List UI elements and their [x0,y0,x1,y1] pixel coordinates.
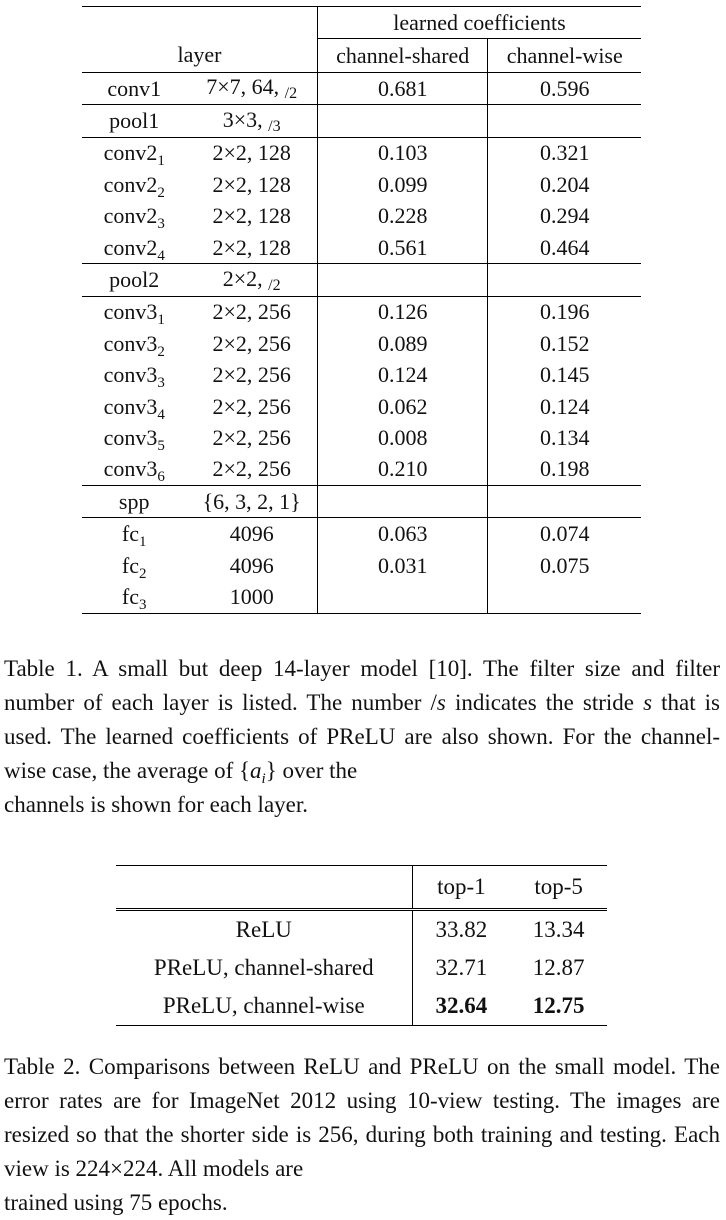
channel-wise-value: 0.596 [488,73,641,105]
table-row [82,391,641,422]
layer-name: $fc_1$ [82,518,186,550]
channel-shared-value: 0.008 [317,422,488,453]
top1-value: 33.82 [412,910,510,950]
channel-wise-value: 0.075 [488,550,641,581]
table-1-caption: Table 1. A small but deep 14-layer model [10]. The filter size and filter number of each layer is listed. The number /s indicates the stride s that is used. The learned coefficients of PReLU are also shown. For the channel-wise case, the average of $\{a_i\}$ over the channels is shown for each layer. [4,656,720,817]
channel-wise-value [488,105,641,137]
layer-name: $conv3_2$ [103,330,165,360]
channel-wise-value: 0.464 [488,232,641,264]
layer-name: pool2 [82,264,186,296]
layer-spec: 2×2, 128 [186,137,317,169]
channel-wise-value: 0.124 [488,391,641,422]
channel-wise-value [488,264,641,296]
layer-name: $conv2_3$ [103,203,165,233]
table-row [82,73,641,105]
layer-spec: 2×2, 128 [212,203,291,229]
layer-spec: 1000 [186,581,317,613]
channel-shared-value [317,264,488,296]
channel-wise-value: 0.145 [488,360,641,391]
channel-shared-value: 0.210 [317,454,488,486]
top5-value: 12.87 [532,955,585,980]
table-2-caption: Table 2. Comparisons between ReLU and PReLU on the small model. The error rates are for ImageNet 2012 using 10-view testing. The images are resized so that the shorter side is 256, during both training and testing. Each view is 224×224. All models are trained using 75 epochs. [4,1054,720,1215]
table-2-comparison [116,865,607,1026]
channel-shared-value: 0.124 [317,360,488,391]
table-row [82,169,641,200]
channel-wise-value: 0.294 [488,201,641,232]
channel-wise-value: 0.204 [488,169,641,200]
table-1-body [82,73,641,614]
stride-value: /2 [284,85,298,103]
channel-wise-value [488,486,641,518]
model-name: ReLU [235,917,292,942]
top1-value: 32.64 [412,987,510,1026]
header-top-5: top-5 [510,866,607,910]
table-row [82,581,641,613]
stride-value: /3 [268,117,281,135]
table-row [82,105,641,137]
layer-spec: 7×7, 64, /2 [206,74,298,103]
top1-value: 32.71 [412,949,510,987]
layer-name: $conv3_6$ [103,456,165,486]
header-layer: layer [82,39,317,73]
channel-shared-value: 0.099 [317,169,488,200]
layer-spec: {6, 3, 2, 1} [186,486,317,518]
table-row [82,486,641,518]
layer-spec: 2×2, 128 [212,171,291,197]
layer-name: $conv3_5$ [103,424,165,454]
layer-spec: 2×2, 256 [212,393,291,419]
channel-shared-value [317,105,488,137]
model-name: PReLU, channel-wise [116,987,412,1026]
layer-spec: 2×2, 256 [186,296,317,328]
table-row [116,949,607,987]
layer-spec: 3×3, /3 [186,105,317,137]
layer-name: pool1 [82,105,186,137]
layer-spec: 2×2, 256 [212,424,291,450]
channel-wise-value: 0.074 [488,518,641,550]
layer-name: $conv2_2$ [103,171,165,201]
header-channel-shared: channel-shared [317,39,488,73]
header-learned-coefficients: learned coefficients [317,7,641,39]
channel-shared-value: 0.031 [317,550,488,581]
channel-shared-value: 0.561 [317,232,488,264]
channel-wise-value: 0.152 [488,328,641,359]
table-row [82,137,641,169]
table-row [82,296,641,328]
table-row [82,264,641,296]
table-row [82,550,641,581]
layer-name: $conv3_4$ [103,393,165,423]
table-row [82,360,641,391]
layer-name: $conv3_1$ [82,296,186,328]
channel-shared-value: 0.062 [317,391,488,422]
layer-spec: 2×2, 256 [212,330,291,356]
table-row [82,518,641,550]
channel-shared-value [317,486,488,518]
layer-name: $fc_2$ [121,552,147,582]
channel-wise-value: 0.321 [488,137,641,169]
layer-spec: 2×2, 128 [212,234,291,260]
layer-name: $conv3_3$ [103,362,165,392]
layer-name: spp [82,486,186,518]
layer-spec: 2×2, /2 [186,264,317,296]
stride-value: /2 [268,276,281,294]
table-row [82,454,641,486]
table-row [82,201,641,232]
table-row [116,910,607,950]
table-row [116,987,607,1026]
top5-value: 12.75 [510,987,607,1026]
layer-spec: 2×2, 256 [212,362,291,388]
channel-wise-value [488,581,641,613]
channel-shared-value: 0.228 [317,201,488,232]
model-name: PReLU, channel-shared [153,955,374,980]
table-row [82,232,641,264]
layer-name: $conv2_1$ [82,137,186,169]
table-row [82,328,641,359]
channel-shared-value: 0.681 [317,73,488,105]
channel-shared-value [317,581,488,613]
channel-shared-value: 0.089 [317,328,488,359]
layer-spec: 2×2, 256 [212,456,291,482]
channel-wise-value: 0.134 [488,422,641,453]
header-channel-wise: channel-wise [488,39,641,73]
layer-name: conv1 [107,75,162,101]
layer-spec: 4096 [229,552,274,578]
layer-name: $conv2_4$ [103,234,165,264]
channel-wise-value: 0.196 [488,296,641,328]
channel-wise-value: 0.198 [488,454,641,486]
table-1-layers [82,6,641,614]
channel-shared-value: 0.063 [317,518,488,550]
top5-value: 13.34 [532,917,585,942]
channel-shared-value: 0.126 [317,296,488,328]
layer-spec: 4096 [186,518,317,550]
table-row [82,422,641,453]
header-top-1: top-1 [412,866,510,910]
channel-shared-value: 0.103 [317,137,488,169]
layer-name: $fc_3$ [82,581,186,613]
